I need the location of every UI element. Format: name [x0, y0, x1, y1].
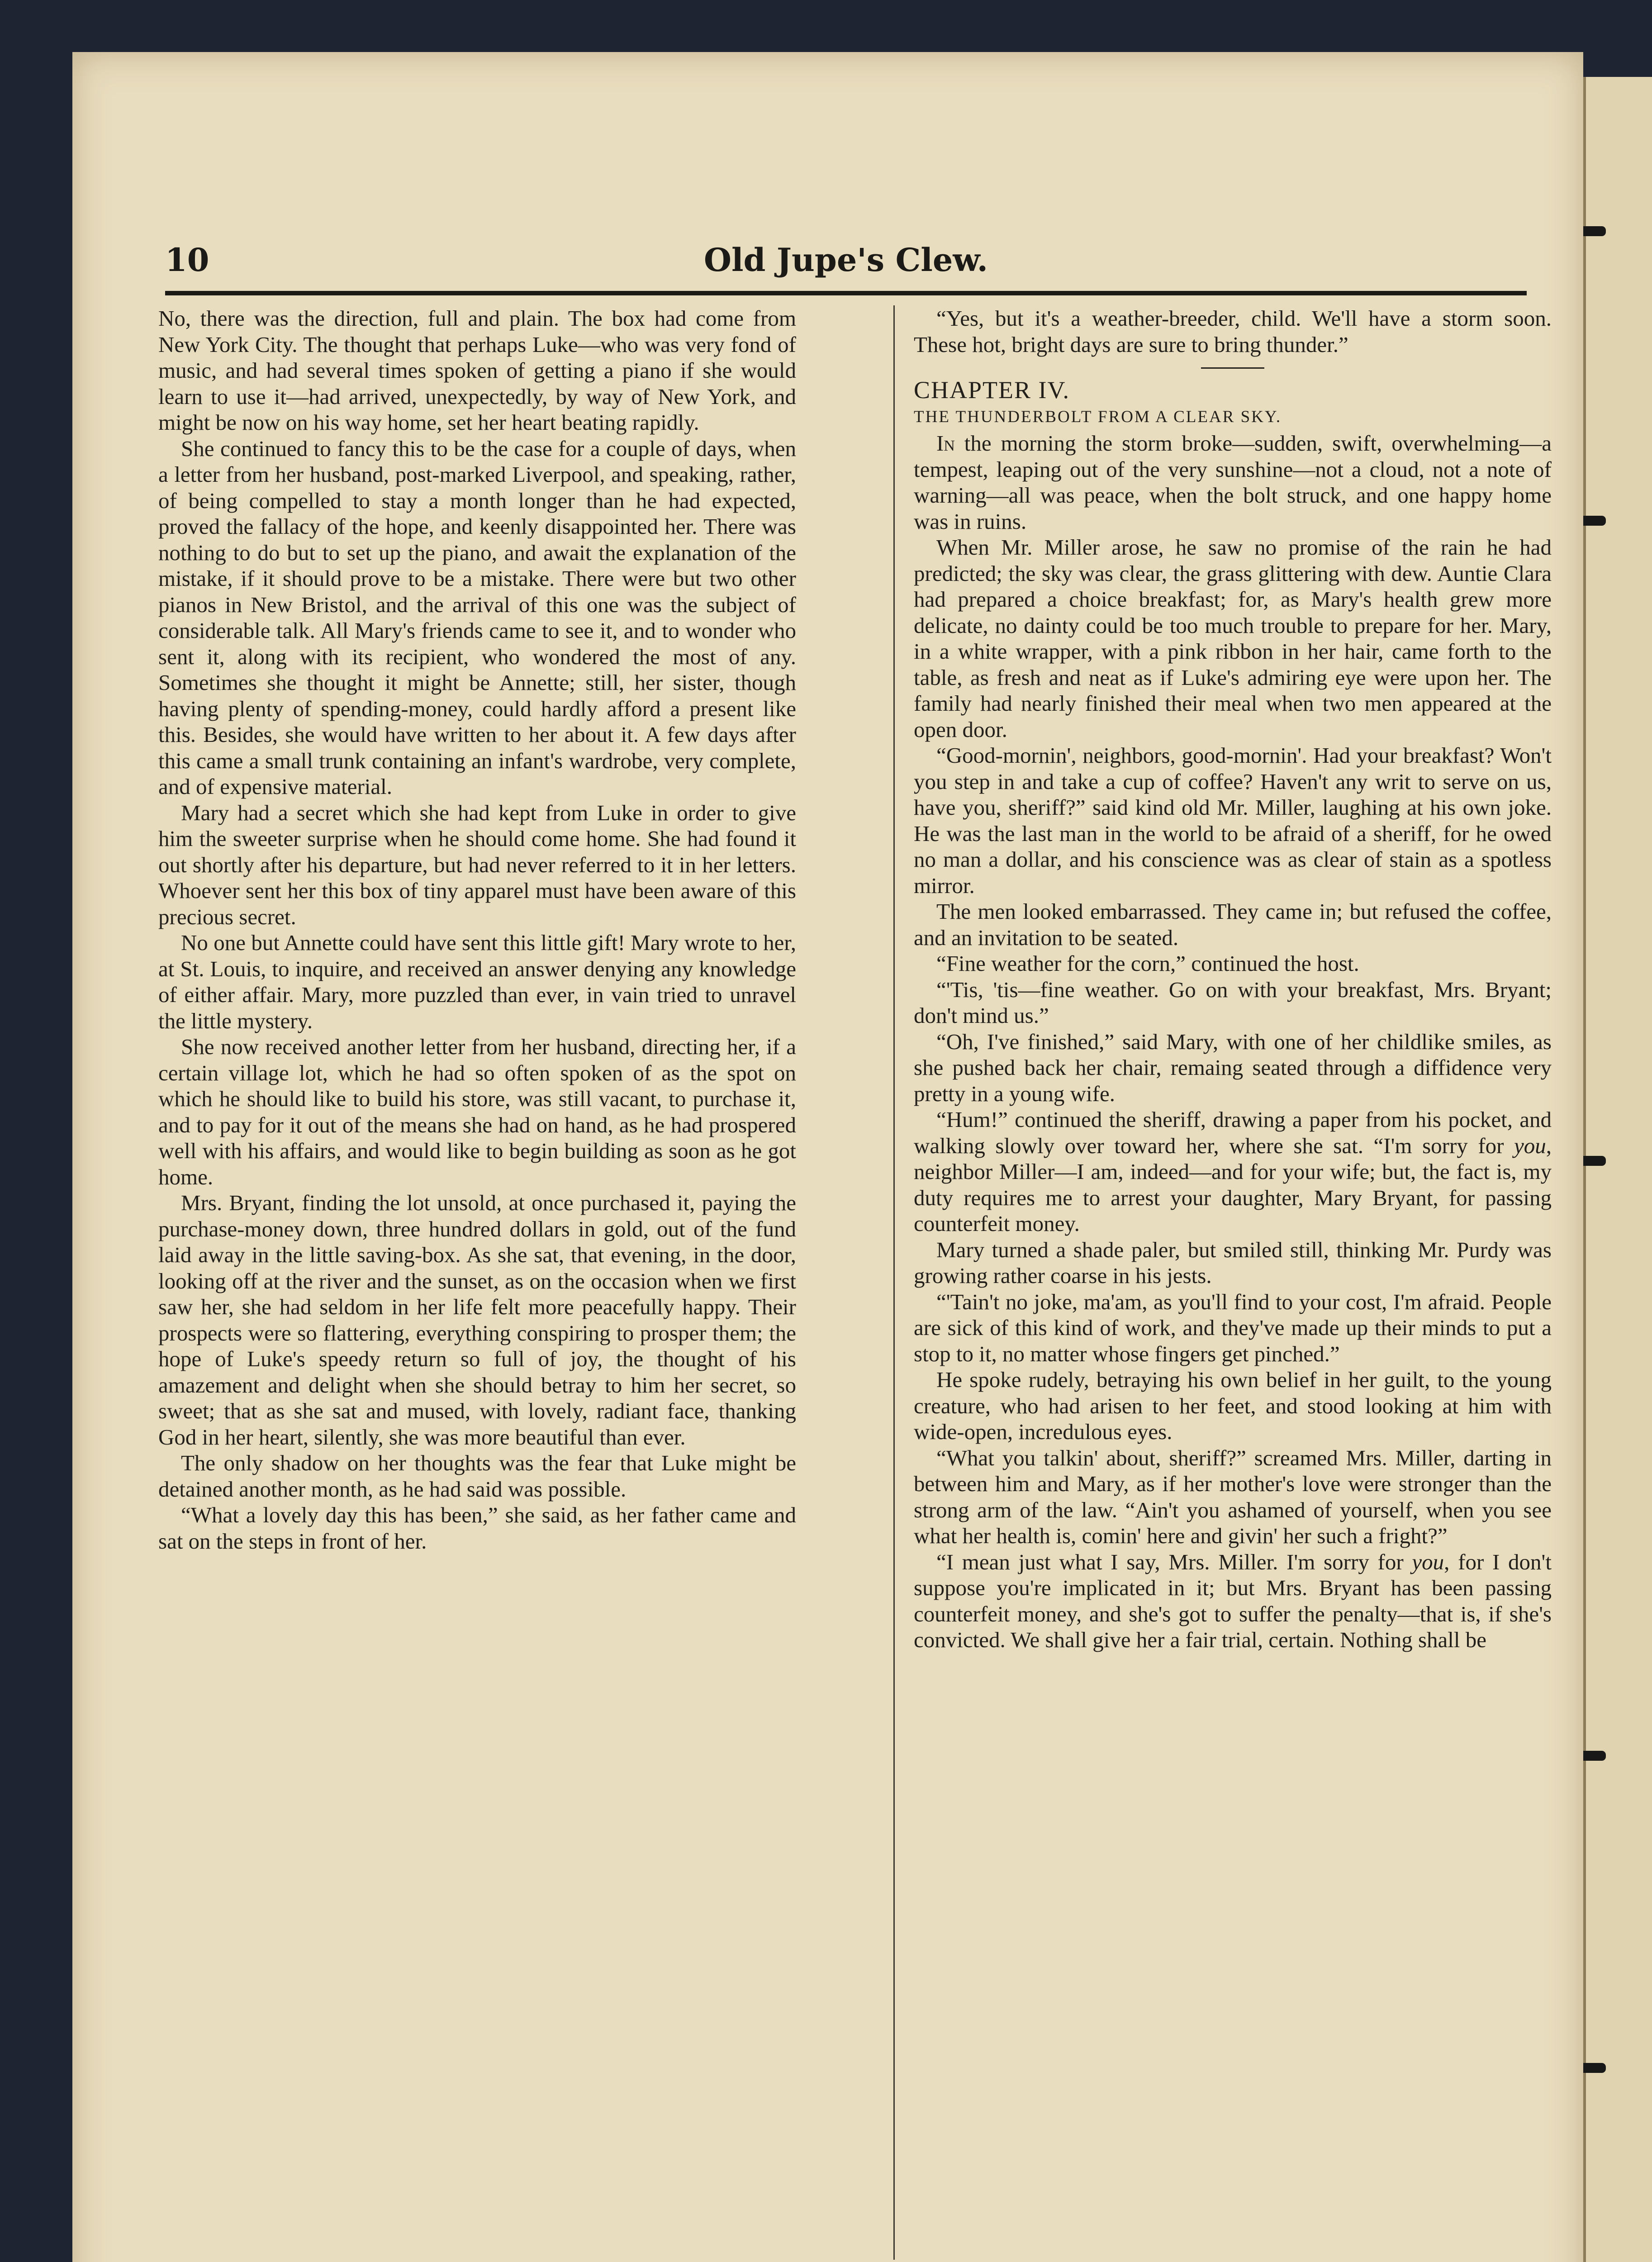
book-page — [72, 52, 1583, 2262]
paragraph: No, there was the direction, full and plain. The box had come from New York City. The thought that perhaps Luke—who was very fond of music, and had several times spoken of getting a piano if she would learn to use it—had arrived, unexpectedly, by way of New York, and might be now on his way home, set her heart beating rapidly. — [158, 306, 796, 435]
paragraph: “Oh, I've finished,” said Mary, with one of her childlike smiles, as she pushed back her chair, remaing seated through a diffidence very pretty in a young wife. — [914, 1029, 1552, 1106]
paragraph-text: the morning the storm broke—sudden, swift, overwhelming—a tempest, leaping out of the very sunshine—not a cloud, not a note of warning—all was peace, when the bolt struck, and one happy home was in ruins. — [914, 431, 1552, 534]
paragraph: “'Tain't no joke, ma'am, as you'll find to your cost, I'm afraid. People are sick of this kind of work, and they've made up their minds to put a stop to it, no matter whose fingers get pinched.” — [914, 1289, 1552, 1366]
paragraph-text: “I mean just what I say, Mrs. Miller. I'm sorry for — [936, 1549, 1412, 1574]
text-column-right — [914, 305, 1552, 2262]
text-column-left — [158, 305, 796, 2262]
chapter-subtitle: THE THUNDERBOLT FROM A CLEAR SKY. — [914, 408, 1282, 426]
paragraph: “What a lovely day this has been,” she said, as her father came and sat on the steps in front of her. — [158, 1502, 796, 1554]
paragraph: She continued to fancy this to be the case for a couple of days, when a letter from her husband, post-marked Liverpool, and speaking, rather, of being compelled to stay a month longer than he had expected, proved the fallacy of the hope, and keenly disappointed her. There was nothing to do but to set up the piano, and await the explanation of the mistake, if it should prove to be a mistake. There were but two other pianos in New Bristol, and the arrival of this one was the subject of considerable talk. All Mary's friends came to see it, and to wonder who sent it, along with its recipient, who wondered the most of any. Sometimes she thought it might be Annette; still, her sister, though having plenty of spending-money, could hardly afford a present like this. Besides, she would have written to her about it. A few days after this came a small trunk containing an infant's wardrobe, very complete, and of expensive material. — [158, 436, 796, 799]
paragraph: Mrs. Bryant, finding the lot unsold, at once purchased it, paying the purchase-money down, three hundred dollars in gold, out of the fund laid away in the little saving-box. As she sat, that evening, in the door, looking off at the river and the sunset, as on the occasion when we first saw her, she had seldom in her life felt more peacefully happy. Their prospects were so flattering, everything conspiring to prosper them; the hope of Luke's speedy return so full of joy, the thought of his amazement and delight when she should betray to him her secret, so sweet; that as she sat and mused, with lovely, radiant face, thanking God in her heart, silently, she was more beautiful than ever. — [158, 1190, 796, 1449]
paragraph — [914, 430, 1552, 534]
paragraph: “Yes, but it's a weather-breeder, child. We'll have a storm soon. These hot, bright days are sure to bring thunder.” — [914, 306, 1552, 357]
paragraph: Mary had a secret which she had kept from Luke in order to give him the sweeter surprise when he should come home. She had found it out shortly after his departure, but had never referred to it in her letters. Whoever sent her this box of tiny apparel must have been aware of this precious secret. — [158, 800, 796, 929]
paragraph: “Good-mornin', neighbors, good-mornin'. Had your breakfast? Won't you step in and take a cup of coffee? Haven't any writ to serve on us, have you, sheriff?” said kind old Mr. Miller, laughing at his own joke. He was the last man in the world to be afraid of a sheriff, for he owed no man a dollar, and his conscience was as clear of stain as a spotless mirror. — [914, 743, 1552, 898]
adjacent-page-edge — [1583, 77, 1652, 2262]
paragraph-text: “Hum!” continued the sheriff, drawing a paper from his pocket, and walking slowly over toward her, where she sat. “I'm sorry for — [914, 1107, 1552, 1158]
paragraph-text: , neighbor Miller—I am, indeed—and for your wife; but, the fact is, my duty requires me to arrest your daughter, Mary Bryant, for passing counterfeit money. — [914, 1133, 1552, 1236]
paragraph: The only shadow on her thoughts was the fear that Luke might be detained another month, as he had said was possible. — [158, 1450, 796, 1502]
paragraph: “What you talkin' about, sheriff?” screamed Mrs. Miller, darting in between him and Mary, as if her mother's love were stronger than the strong arm of the law. “Ain't you ashamed of yourself, when you see what her health is, comin' here and givin' her such a fright?” — [914, 1445, 1552, 1548]
paragraph — [914, 1107, 1552, 1237]
page-header — [165, 188, 1527, 296]
paragraph-text: , for I don't suppose you're implicated in it; but Mrs. Bryant has been passing counterfeit money, and she's got to suffer the penalty—that is, if she's convicted. We shall give her a fair trial, certain. Nothing shall be — [914, 1549, 1552, 1652]
paragraph: She now received another letter from her husband, directing her, if a certain village lot, which he had so often spoken of as the spot on which he should like to build his store, was still vacant, to purchase it, and to pay for it out of the means she had on hand, as he had prospered well with his affairs, and would like to begin building as soon as he got home. — [158, 1034, 796, 1189]
page-number: 10 — [165, 241, 209, 279]
emphasis: you — [1514, 1133, 1546, 1158]
paragraph: “'Tis, 'tis—fine weather. Go on with your breakfast, Mrs. Bryant; don't mind us.” — [914, 977, 1552, 1028]
chapter-title: CHAPTER IV. — [914, 376, 1070, 404]
lead-word: In — [936, 431, 955, 456]
emphasis: you — [1412, 1549, 1444, 1574]
paragraph: Mary turned a shade paler, but smiled still, thinking Mr. Purdy was growing rather coarse in his jests. — [914, 1237, 1552, 1288]
paragraph: No one but Annette could have sent this little gift! Mary wrote to her, at St. Louis, to inquire, and received an answer denying any knowledge of either affair. Mary, more puzzled than ever, in vain tried to unravel the little mystery. — [158, 930, 796, 1033]
paragraph: He spoke rudely, betraying his own belief in her guilt, to the young creature, who had arisen to her feet, and stood looking at him with wide-open, incredulous eyes. — [914, 1367, 1552, 1444]
running-title: Old Jupe's Clew. — [703, 241, 988, 279]
paragraph: “Fine weather for the corn,” continued the host. — [936, 951, 1359, 976]
paragraph — [914, 1549, 1552, 1653]
paragraph: The men looked embarrassed. They came in; but refused the coffee, and an invitation to be seated. — [914, 899, 1552, 950]
paragraph: When Mr. Miller arose, he saw no promise of the rain he had predicted; the sky was clear, the grass glittering with dew. Auntie Clara had prepared a choice breakfast; for, as Mary's health grew more delicate, no dainty could be too much trouble to prepare for her. Mary, in a white wrapper, with a pink ribbon in her hair, came forth to the table, as fresh and neat as if Luke's admiring eye were upon her. The family had nearly finished their meal when two men appeared at the open door. — [914, 535, 1552, 742]
header-rule — [165, 291, 1527, 295]
column-divider — [893, 305, 895, 2260]
section-rule — [1201, 367, 1264, 369]
